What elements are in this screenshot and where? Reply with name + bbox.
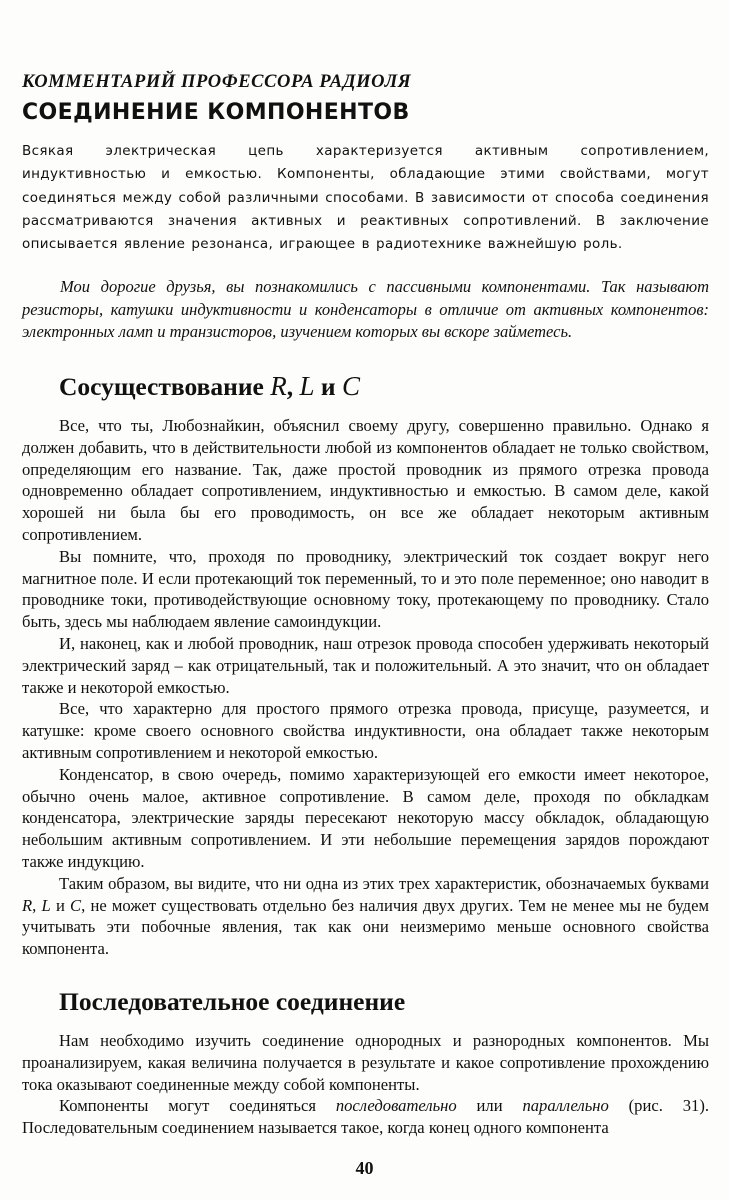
text-run: , не может существовать отдельно без наличия двух других. Тем не менее мы не будем учитывать эти побочные явления, так как они неизмеримо меньше основного свойства компонента. <box>22 895 709 959</box>
text-run: , <box>32 895 42 915</box>
term-parallel: параллельно <box>522 1096 609 1116</box>
section-heading-coexistence <box>59 370 709 403</box>
text-run: Компоненты могут соединяться <box>59 1096 336 1116</box>
heading-text: Сосуществование <box>59 371 271 401</box>
paragraph: Нам необходимо изучить соединение однородных и разнородных компонентов. Мы проанализируем, какая величина получается в результате и какое сопротивление прохождению тока оказывают соединенные между собой компоненты. <box>22 1030 709 1094</box>
heading-sep: , <box>286 371 300 401</box>
intro-paragraph: Мои дорогие друзья, вы познакомились с пассивными компонентами. Так называют резисторы, катушки индуктивности и конденсаторы в отличие от активных компонентов: электронных ламп и транзисторов, изучением которых вы вскоре займетесь. <box>22 277 709 342</box>
symbol-r: R <box>22 895 33 915</box>
symbol-l: L <box>41 895 51 915</box>
chapter-title: СОЕДИНЕНИЕ КОМПОНЕНТОВ <box>22 100 410 125</box>
symbol-c: C <box>341 370 360 401</box>
paragraph: Все, что характерно для простого прямого отрезка провода, присуще, разумеется, и катушке: кроме своего основного свойства индуктивности, она обладает также некоторым активным сопротивлением и некоторой емкостью. <box>22 699 709 762</box>
text-run: (рис. 31). Последовательным соединением называется такое, когда конец одного компонента <box>22 1096 709 1138</box>
heading-conj: и <box>314 371 342 401</box>
text-run: и <box>50 895 71 915</box>
paragraph: Вы помните, что, проходя по проводнику, электрический ток создает вокруг него магнитное поле. И если протекающий ток переменный, то и это поле переменное; оно наводит в проводнике токи, противодействующие основному току, протекающему по проводнику. Стало быть, здесь мы наблюдаем явление самоиндукции. <box>22 546 709 632</box>
paragraph: Конденсатор, в свою очередь, помимо характеризующей его емкости имеет некоторое, обычно очень малое, активное сопротивление. В самом деле, проходя по обкладкам конденсатора, электрические заряды пересекают некоторую массу обкладок, обладающую небольшим активным сопротивлением. И эти небольшие перемещения зарядов порождают также индукцию. <box>22 764 709 871</box>
term-series: последовательно <box>335 1096 457 1116</box>
text-run: или <box>456 1096 523 1116</box>
symbol-r: R <box>270 370 287 401</box>
chapter-abstract: Всякая электрическая цепь характеризуется активным сопротивлением, индуктивностью и емкостью. Компоненты, обладающие этими свойствами, могут соединяться между собой различными способами. В зависимости от способа соединения рассматриваются значения активных и реактивных сопротивлений. В заключение описывается явление резонанса, играющее в радиотехнике важнейшую роль. <box>22 143 709 253</box>
section-body-series <box>22 1030 709 1139</box>
section-heading-series: Последовательное соединение <box>59 986 406 1016</box>
symbol-l: L <box>299 370 315 401</box>
paragraph: И, наконец, как и любой проводник, наш отрезок провода способен удерживать некоторый электрический заряд – как отрицательный, так и положительный. А это значит, что он обладает также и некоторой емкостью. <box>22 633 709 697</box>
symbol-c: C <box>70 895 82 915</box>
paragraph-summary <box>22 873 709 960</box>
chapter-kicker: КОММЕНТАРИЙ ПРОФЕССОРА РАДИОЛЯ <box>22 72 412 92</box>
section-body-coexistence <box>22 415 709 960</box>
paragraph: Все, что ты, Любознайкин, объяснил своему другу, совершенно правильно. Однако я должен добавить, что в действительности любой из компонентов обладает не только свойством, определяющим его название. Так, даже простой проводник из прямого отрезка провода одновременно обладает сопротивлением, индуктивностью и емкостью. В самом деле, какой хорошей ни была бы его проводимость, он все же обладает некоторым активным сопротивлением. <box>22 415 709 544</box>
page-number: 40 <box>355 1158 374 1178</box>
paragraph <box>22 1095 709 1139</box>
text-run: Таким образом, вы видите, что ни одна из этих трех характеристик, обозначаемых буквами <box>59 873 709 893</box>
